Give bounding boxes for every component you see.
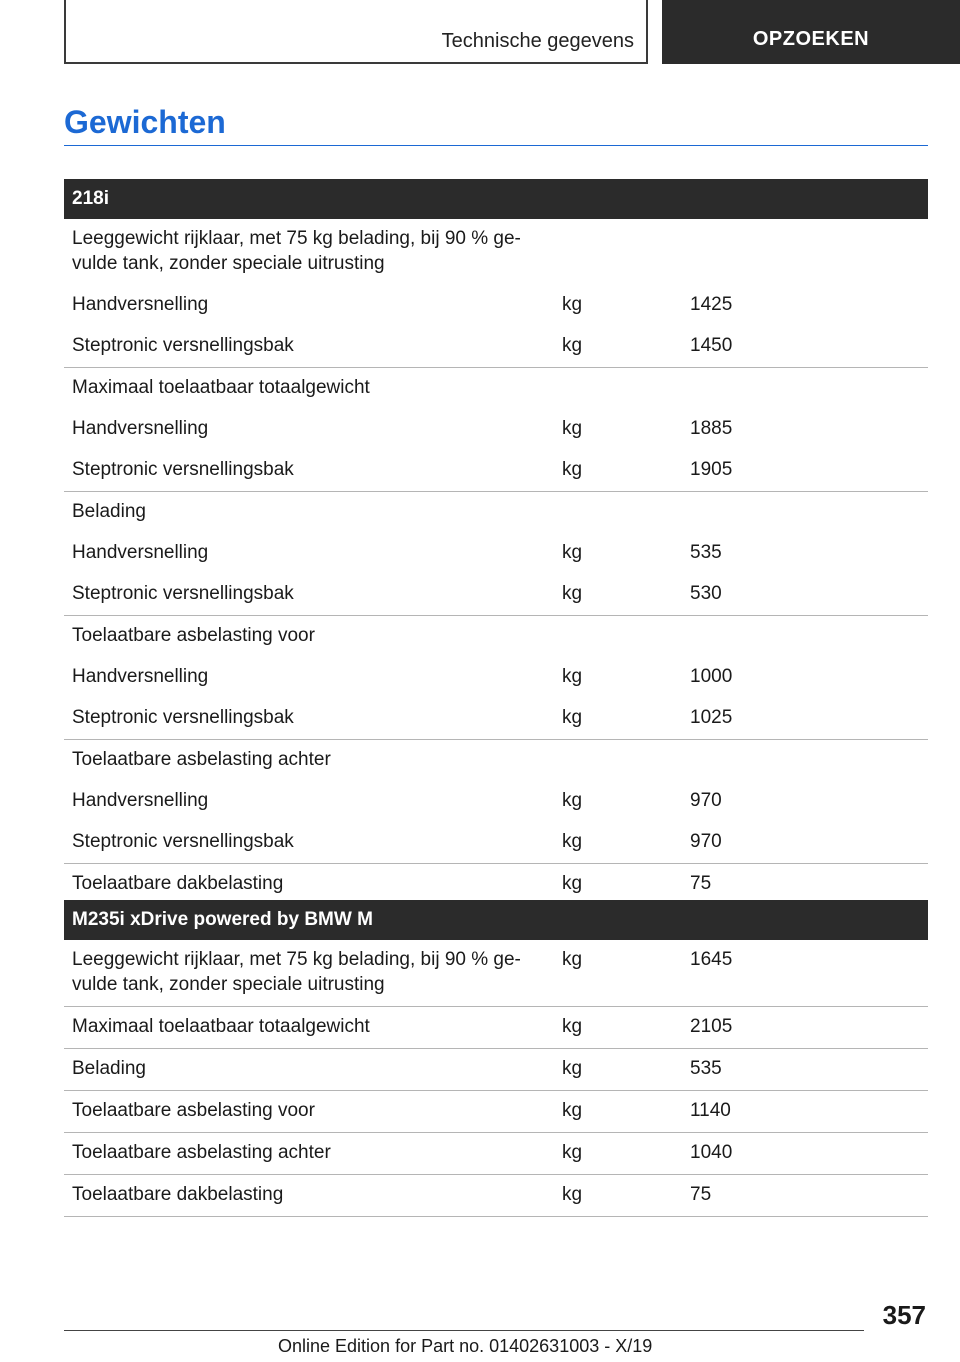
opzoeken-tab[interactable]: OPZOEKEN	[662, 0, 960, 64]
row-unit: kg	[562, 294, 583, 315]
table-row	[64, 940, 928, 1007]
row-label: Handversnelling	[72, 294, 209, 315]
row-label: Toelaatbare asbelasting voor	[72, 625, 315, 646]
header-section-title: Technische gegevens	[441, 30, 634, 52]
row-unit: kg	[554, 1091, 682, 1133]
footer-divider	[64, 1330, 864, 1331]
table-heading: 218i	[64, 179, 928, 219]
table-row	[64, 219, 928, 285]
row-unit	[554, 368, 682, 410]
table-row	[64, 657, 928, 698]
row-value: 1885	[690, 418, 733, 439]
row-label: Toelaatbare asbelasting achter	[64, 1133, 554, 1175]
row-value: 530	[682, 574, 928, 616]
row-unit: kg	[554, 574, 682, 616]
table-heading: M235i xDrive powered by BMW M	[64, 900, 928, 940]
row-unit: kg	[554, 940, 682, 1007]
table-row	[64, 1175, 928, 1217]
row-unit: kg	[554, 864, 682, 906]
row-value: 75	[682, 864, 928, 906]
row-value	[682, 740, 928, 782]
table-row	[64, 285, 928, 326]
row-label: Leeggewicht rijklaar, met 75 kg belading, bij 90 % ge-vulde tank, zonder speciale uitrusting	[72, 228, 521, 274]
row-value: 535	[690, 542, 722, 563]
row-label: Steptronic versnellingsbak	[64, 450, 554, 492]
page-number: 357	[882, 1300, 926, 1330]
table-row	[64, 450, 928, 492]
row-value: 1140	[682, 1091, 928, 1133]
row-label: Toelaatbare dakbelasting	[64, 864, 554, 906]
row-value: 1040	[682, 1133, 928, 1175]
table-row	[64, 368, 928, 410]
table-row	[64, 574, 928, 616]
row-label: Steptronic versnellingsbak	[64, 822, 554, 864]
table-row	[64, 740, 928, 782]
row-unit: kg	[562, 790, 583, 811]
table-row	[64, 326, 928, 368]
table-row	[64, 533, 928, 574]
row-value: 970	[682, 822, 928, 864]
table-row	[64, 616, 928, 658]
table-row	[64, 1007, 928, 1049]
row-unit: kg	[562, 418, 583, 439]
row-unit: kg	[562, 542, 583, 563]
row-value	[682, 492, 928, 534]
row-label: Belading	[64, 1049, 554, 1091]
row-value: 75	[682, 1175, 928, 1217]
row-value	[682, 368, 928, 410]
edition-footer: Online Edition for Part no. 01402631003 - X/19	[278, 1336, 653, 1356]
row-value	[682, 616, 928, 658]
page-title: Gewichten	[64, 104, 226, 140]
table-row	[64, 409, 928, 450]
row-label: Maximaal toelaatbaar totaalgewicht	[72, 377, 370, 398]
row-unit: kg	[554, 326, 682, 368]
row-label: Handversnelling	[72, 666, 209, 687]
row-value: 970	[690, 790, 722, 811]
row-unit: kg	[554, 822, 682, 864]
row-label: Toelaatbare asbelasting achter	[72, 749, 331, 770]
row-value: 1425	[690, 294, 733, 315]
row-unit	[554, 616, 682, 658]
row-label: Handversnelling	[72, 790, 209, 811]
row-value	[682, 219, 928, 285]
row-value: 1450	[682, 326, 928, 368]
table-row	[64, 781, 928, 822]
row-value: 1025	[682, 698, 928, 740]
row-label: Handversnelling	[72, 418, 209, 439]
row-unit: kg	[562, 666, 583, 687]
table-row	[64, 1049, 928, 1091]
weights-table-m235i	[64, 900, 928, 1217]
row-unit	[554, 492, 682, 534]
row-value: 2105	[682, 1007, 928, 1049]
row-unit: kg	[554, 1007, 682, 1049]
row-label: Maximaal toelaatbaar totaalgewicht	[64, 1007, 554, 1049]
row-unit: kg	[554, 1175, 682, 1217]
row-label: Toelaatbare dakbelasting	[64, 1175, 554, 1217]
table-row	[64, 822, 928, 864]
table-row	[64, 1133, 928, 1175]
row-unit: kg	[554, 1133, 682, 1175]
table-row	[64, 1091, 928, 1133]
row-label: Belading	[72, 501, 146, 522]
row-label: Steptronic versnellingsbak	[64, 326, 554, 368]
table-row	[64, 698, 928, 740]
row-unit	[554, 740, 682, 782]
row-value: 1905	[682, 450, 928, 492]
row-value: 1645	[682, 940, 928, 1007]
row-unit: kg	[554, 450, 682, 492]
title-divider	[64, 145, 928, 146]
row-label: Toelaatbare asbelasting voor	[64, 1091, 554, 1133]
table-row	[64, 492, 928, 534]
weights-table-218i	[64, 179, 928, 906]
row-unit: kg	[554, 1049, 682, 1091]
row-label: Steptronic versnellingsbak	[64, 574, 554, 616]
row-unit	[554, 219, 682, 285]
row-label: Leeggewicht rijklaar, met 75 kg belading, bij 90 % ge-vulde tank, zonder speciale uitrusting	[64, 940, 554, 1007]
row-value: 535	[682, 1049, 928, 1091]
row-unit: kg	[554, 698, 682, 740]
row-label: Steptronic versnellingsbak	[64, 698, 554, 740]
row-value: 1000	[690, 666, 733, 687]
row-label: Handversnelling	[72, 542, 209, 563]
